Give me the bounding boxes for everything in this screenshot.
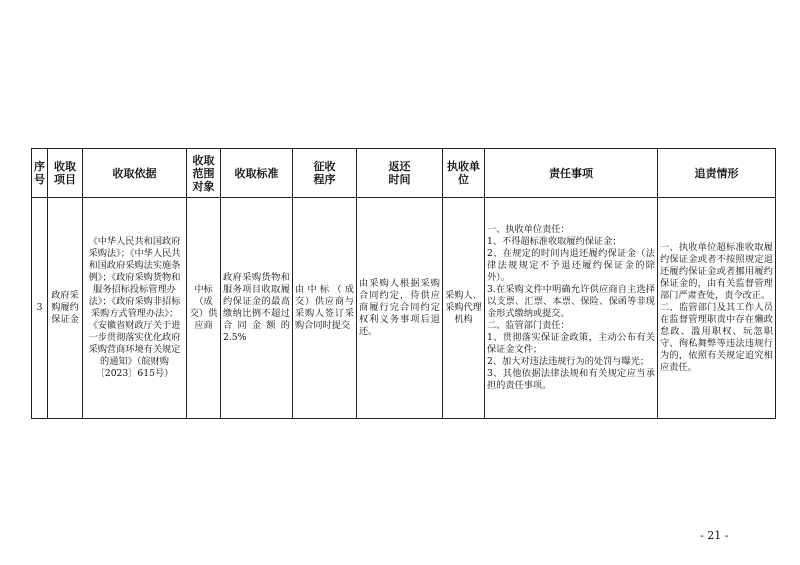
cell-return-time: 由采购人根据采购合同约定，待供应商履行完合同约定权利义务事项后退还。 [357,198,443,419]
header-standard: 收取标准 [221,149,293,198]
accountability-line: 一、执收单位超标准收取履约保证金或者不按照规定退还履约保证金或者挪用履约保证金的，由有关监督管理部门严肃查处，责令改正。 [660,242,773,301]
cell-accountability [658,198,776,419]
cell-procedure: 由中标（成交）供应商与采购人签订采购合同时提交 [293,198,357,419]
table-row [32,198,776,419]
cell-duties [485,198,658,419]
duty-line: 1、贯彻落实保证金政策，主动公布有关保证金文件； [487,332,655,355]
fee-table [31,148,776,419]
cell-basis: 《中华人民共和国政府采购法》；《中华人民共和国政府采购法实施条例》；《政府采购货物和服务招标投标管理办法》；《政府采购非招标采购方式管理办法》；《安徽省财政厅关于进一步贯彻落实优化政府采购营商环境有关规定的通知》（皖财购〔2023〕615号） [83,198,187,419]
header-scope: 收取 范围 对象 [187,149,221,198]
header-accountability: 追责情形 [658,149,776,198]
header-basis: 收取依据 [83,149,187,198]
duty-line: 3、其他依据法律法规和有关规定应当承担的责任事项。 [487,368,655,391]
cell-scope: 中标（成交）供应商 [187,198,221,419]
duty-line: 2、在规定的时间内退还履约保证金（法律法规规定不予退还履约保证金的除外）。 [487,248,655,283]
header-no: 序 号 [32,149,48,198]
header-return-time: 返还 时间 [357,149,443,198]
duty-line: 1、不得超标准收取履约保证金； [487,236,622,247]
duty-line: 二、监管部门责任： [487,320,570,331]
duty-line: 一、执收单位责任： [487,224,570,235]
header-duties: 责任事项 [485,149,658,198]
header-collector: 执收单 位 [443,149,485,198]
accountability-line: 二、监管部门及其工作人员在监督管理职责中存在懒政怠政、滥用职权、玩忽职守、徇私舞弊等违法违规行为的，依照有关规定追究相应责任。 [660,302,773,373]
page-number: - 21 - [700,529,729,542]
cell-standard: 政府采购货物和服务项目收取履约保证金的最高缴纳比例不超过合同金额的2.5% [221,198,293,419]
header-procedure: 征收 程序 [293,149,357,198]
cell-item: 政府采购履约保证金 [48,198,83,419]
header-row [32,149,776,198]
cell-no: 3 [32,198,48,419]
header-item: 收取 项目 [48,149,83,198]
duty-line: 2、加大对违法违规行为的处罚与曝光； [487,356,650,367]
cell-collector: 采购人、采购代理机构 [443,198,485,419]
duty-line: 3.在采购文件中明确允许供应商自主选择以支票、汇票、本票、保险、保函等非现金形式缴纳或提交。 [487,284,655,319]
